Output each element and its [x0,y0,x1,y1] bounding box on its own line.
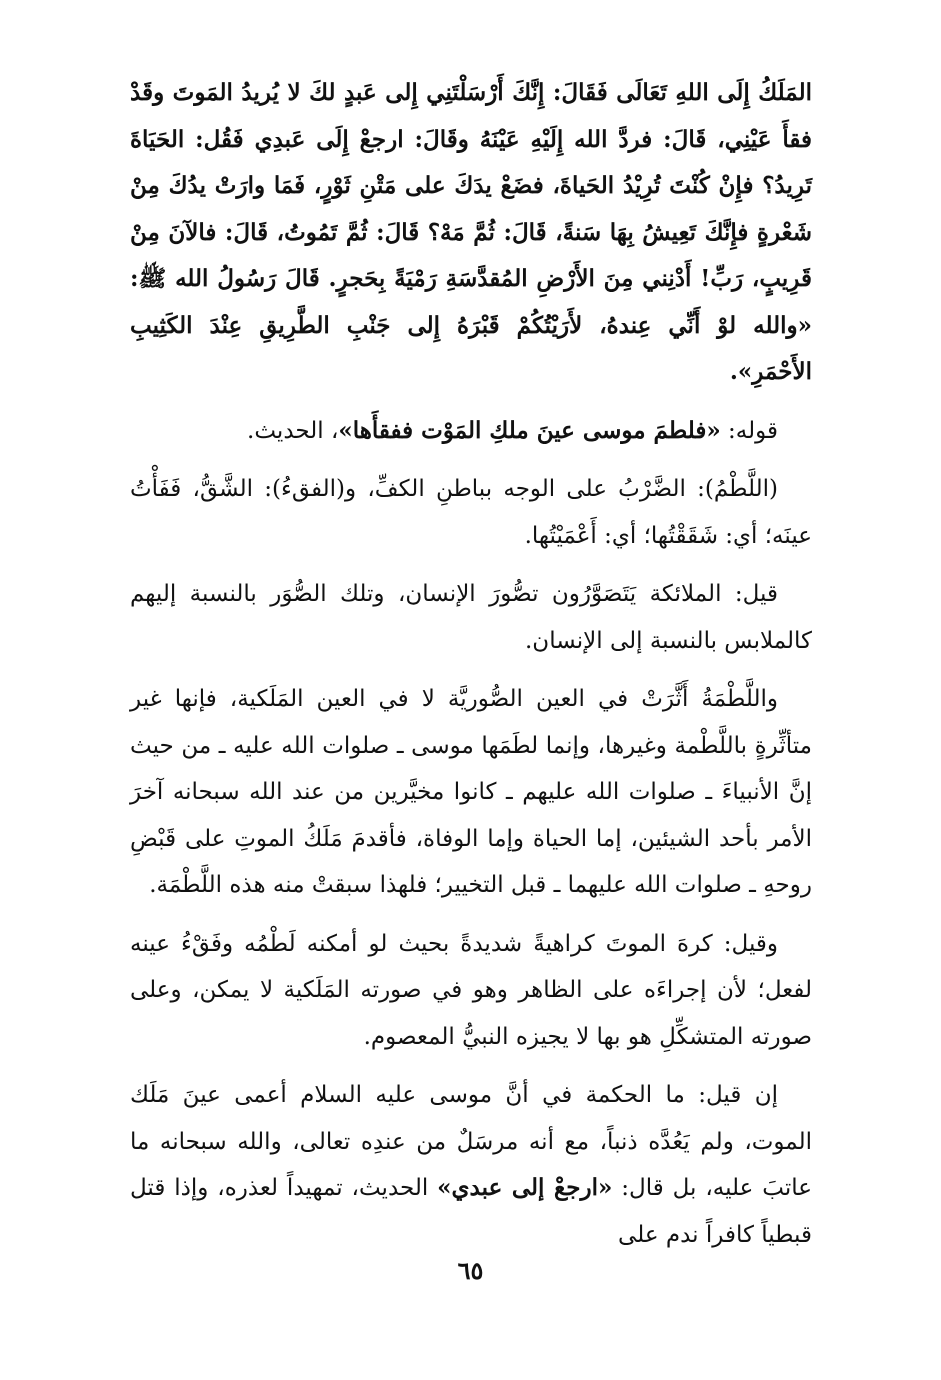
hadith-paragraph: المَلَكُ إِلَى اللهِ تَعَالَى فَقَالَ: إِنَّكَ أَرْسَلْتَنِي إِلى عَبدٍ لكَ لا يُريدُ المَوتَ وقَدْ فقأَ عَيْنِي، قَالَ: فردَّ الله إِلَيْهِ عَيْنَهُ وقَالَ: ارجعْ إِلَى عَبدِي فَقُل: الحَيَاةَ تَرِيدُ؟ فإِنْ كُنْتَ تُرِيْدُ الحَياةَ، فضَعْ يدَكَ على مَتْنِ ثَوْرٍ، فَمَا وارَتْ يدُكَ مِنْ شَعْرةٍ فإِنَّكَ تَعِيشُ بِهَا سَنةً، قَالَ: ثُمَّ مَهْ؟ قَالَ: ثُمَّ تَمُوتُ، قَالَ: فالآنَ مِنْ قَرِيبٍ، رَبِّ! أَدْنِني مِنَ الأَرْضِ المُقدَّسَةِ رَمْيَةً بِحَجرٍ. قَالَ رَسُولُ الله ﷺ: «والله لوْ أَنِّي عِندهُ، لأَرَيْتُكُمْ قَبْرَهُ إِلى جَنْبِ الطَّرِيقِ عِنْدَ الكَثِيبِ الأَحْمَرِ». [130,79,812,385]
question-quote: «ارجعْ إلى عبدي» [437,1174,613,1201]
quote-lead: قوله: [720,417,778,444]
page-number: ٦٥ [457,1256,484,1285]
question-paragraph [130,1072,812,1258]
question-rest: الحديث، تمهيداً لعذره، وإذا قتل قبطياً كافراً ندم على [130,1175,812,1248]
explanation-paragraph: واللَّطْمَةُ أَثَّرَتْ في العين الصُّوريَّة لا في العين المَلَكية، فإنها غير متأثِّرةٍ باللَّطْمة وغيرها، وإنما لطَمَها موسى ـ صلوات الله عليه ـ من حيث إنَّ الأنبياءَ ـ صلوات الله عليهم ـ كانوا مخيَّرين من عند الله سبحانه آخرَ الأمر بأحد الشيئين، إما الحياة وإما الوفاة، فأقدمَ مَلَكُ الموتِ على قَبْضِ روحهِ ـ صلوات الله عليهما ـ قبل التخيير؛ فلهذا سبقتْ منه هذه اللَّطْمَة. [130,686,812,898]
page-body [130,70,812,1258]
commentary-paragraph-quote [130,408,812,455]
quote-text: «فلطمَ موسى عينَ ملكِ المَوْت ففقأَها» [338,416,721,444]
opinion-paragraph: قيل: الملائكة يَتَصَوَّرُون تصُّورَ الإنسان، وتلك الصُّوَر بالنسبة إليهم كالملابس بالنسبة إلى الإنسان. [130,581,812,654]
question-lead: إن قيل: ما الحكمة في أنَّ موسى عليه السلام أعمى عينَ مَلَك الموت، ولم يَعُدَّه ذنباً، مع أنه مرسَلٌ من عندِه تعالى، والله سبحانه ما عاتبَ عليه، بل قال: [130,1082,812,1201]
definition-paragraph: (اللَّطْمُ): الضَّرْبُ على الوجه بباطنِ الكفِّ، و(الفقءُ): الشَّقُّ، فَفَأْتُ عينَه؛ أي: شَقَقْتُها؛ أي: أَعْمَيْتُها. [130,476,812,549]
quote-rest: ، الحديث. [247,417,339,444]
second-opinion-paragraph: وقيل: كرهَ الموتَ كراهيةً شديدةً بحيث لو أمكنه لَطْمُه وفَقْءُ عينه لفعل؛ لأن إجراءَه على الظاهر وهو في صورته المَلَكية لا يمكن، وعلى صورته المتشكِّلِ هو بها لا يجيزه النبيُّ المعصوم. [130,930,812,1050]
